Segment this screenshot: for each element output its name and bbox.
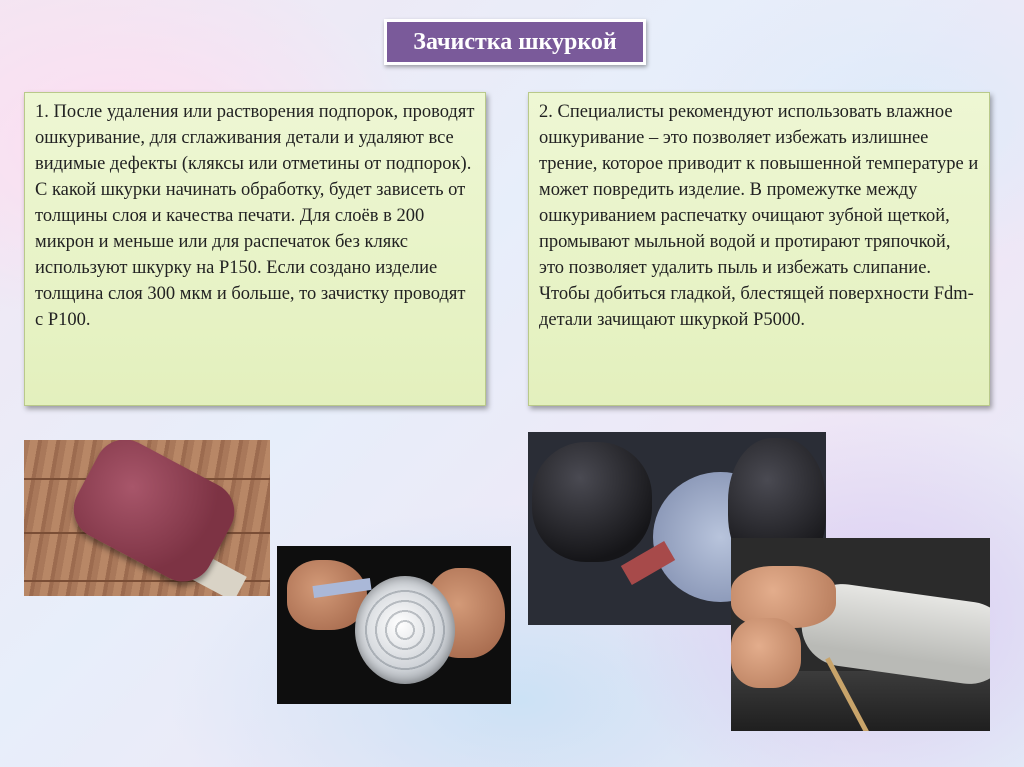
slide-title-text: Зачистка шкуркой [413, 28, 617, 55]
step-1-text: 1. После удаления или растворения подпорок, проводят ошкуривание, для сглаживания детали и удаляют все видимые дефекты (кляксы или отметины от подпорок). С какой шкурки начинать обработку, будет зависеть от толщины слоя и качества печати. Для слоёв в 200 микрон и меньше или для распечаток без клякс используют шкурку на Р150. Если создано изделие толщина слоя 300 мкм и больше, то зачистку проводят с Р100. [35, 102, 475, 330]
lattice-sphere-sanding-photo [277, 546, 511, 704]
hand-sanding-part-photo [731, 538, 990, 731]
sandpaper-roll-photo [24, 440, 270, 596]
step-2-text: 2. Специалисты рекомендуют использовать влажное ошкуривание – это позволяет избежать излишнее трение, которое приводит к повышенной температуре и может повредить изделие. В промежутке между ошкуриванием распечатку очищают зубной щеткой, промывают мыльной водой и протирают тряпочкой, это позволяет удалить пыль и избежать слипание. Чтобы добиться гладкой, блестящей поверхности Fdm-детали зачищают шкуркой Р5000. [539, 102, 979, 330]
text-box-step-1 [24, 92, 486, 406]
slide-title [384, 19, 646, 65]
text-box-step-2 [528, 92, 990, 406]
